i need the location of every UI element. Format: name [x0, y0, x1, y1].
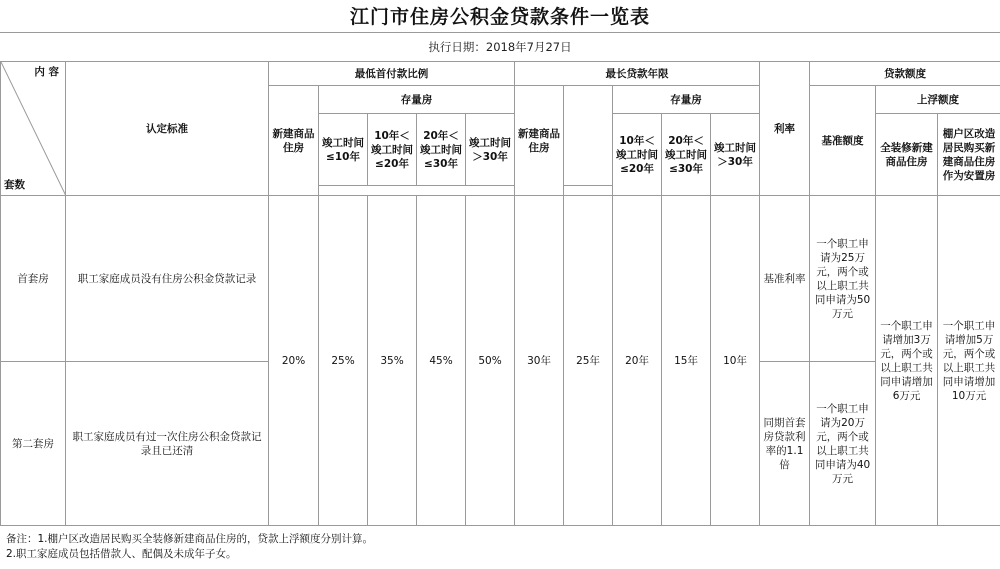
dp-existing-home-header: 存量房: [319, 86, 515, 114]
note-line-2: 2.职工家庭成员包括借款人、配偶及未成年子女。: [6, 548, 237, 560]
first-home-label: 首套房: [1, 196, 66, 362]
down-payment-band-2: 35%: [368, 196, 417, 526]
dp-age-band-1: 竣工时间≤10年: [319, 114, 368, 186]
down-payment-band-4: 50%: [466, 196, 515, 526]
shantytown-float-amount: 一个职工申请增加5万元，两个或以上职工共同申请增加10万元: [938, 196, 1000, 526]
loan-limit-header: 贷款额度: [810, 62, 1000, 86]
first-home-rate: 基准利率: [760, 196, 810, 362]
ly-spacer-cell: [564, 86, 613, 186]
second-home-criteria: 职工家庭成员有过一次住房公积金贷款记录且已还清: [66, 362, 269, 526]
ly-age-band-2: 10年＜竣工时间≤20年: [613, 114, 662, 196]
down-payment-new: 20%: [269, 196, 319, 526]
dp-age-band-4: 竣工时间＞30年: [466, 114, 515, 186]
loan-years-band-3: 15年: [662, 196, 711, 526]
note-line-1: 备注：1.棚户区改造居民购买全装修新建商品住房的，贷款上浮额度分别计算。: [6, 533, 374, 545]
criteria-header: 认定标准: [66, 62, 269, 196]
loan-years-band-2: 20年: [613, 196, 662, 526]
ly-age-band-4: 竣工时间＞30年: [711, 114, 760, 196]
corner-header-cell: [1, 62, 66, 196]
down-payment-band-1: 25%: [319, 196, 368, 526]
corner-count-label: 套数: [4, 179, 25, 191]
ly-age-band-3: 20年＜竣工时间≤30年: [662, 114, 711, 196]
corner-diagonal-line: [1, 62, 66, 196]
dp-age-band-2: 10年＜竣工时间≤20年: [368, 114, 417, 186]
ly-existing-home-header: 存量房: [613, 86, 760, 114]
second-home-rate: 同期首套房贷款利率的1.1倍: [760, 362, 810, 526]
shantytown-header: 棚户区改造居民购买新建商品住房作为安置房: [938, 114, 1000, 196]
down-payment-band-3: 45%: [417, 196, 466, 526]
corner-content-label: 内 容: [34, 66, 59, 78]
first-home-criteria: 职工家庭成员没有住房公积金贷款记录: [66, 196, 269, 362]
conditions-table: [0, 61, 1000, 526]
rate-header: 利率: [760, 62, 810, 196]
full-decor-float-amount: 一个职工申请增加3万元，两个或以上职工共同申请增加6万元: [876, 196, 938, 526]
float-up-header: 上浮额度: [876, 86, 1000, 114]
loan-years-band-4: 10年: [711, 196, 760, 526]
base-amount-header: 基准额度: [810, 86, 876, 196]
min-down-payment-header: 最低首付款比例: [269, 62, 515, 86]
ly-age-band-1-cell: [564, 186, 613, 196]
second-home-label: 第二套房: [1, 362, 66, 526]
effective-date: 执行日期：2018年7月27日: [0, 33, 1000, 62]
page-title: 江门市住房公积金贷款条件一览表: [0, 0, 1000, 33]
second-home-base-amount: 一个职工申请为20万元，两个或以上职工共同申请为40万元: [810, 362, 876, 526]
loan-years-band-1: 25年: [564, 196, 613, 526]
dp-spacer-cell: [319, 186, 515, 196]
loan-years-new: 30年: [515, 196, 564, 526]
full-decor-header: 全装修新建商品住房: [876, 114, 938, 196]
ly-new-home-header: 新建商品住房: [515, 86, 564, 196]
max-loan-years-header: 最长贷款年限: [515, 62, 760, 86]
first-home-base-amount: 一个职工申请为25万元，两个或以上职工共同申请为50万元: [810, 196, 876, 362]
dp-new-home-header: 新建商品住房: [269, 86, 319, 196]
notes-section: [0, 527, 1000, 569]
dp-age-band-3: 20年＜竣工时间≤30年: [417, 114, 466, 186]
